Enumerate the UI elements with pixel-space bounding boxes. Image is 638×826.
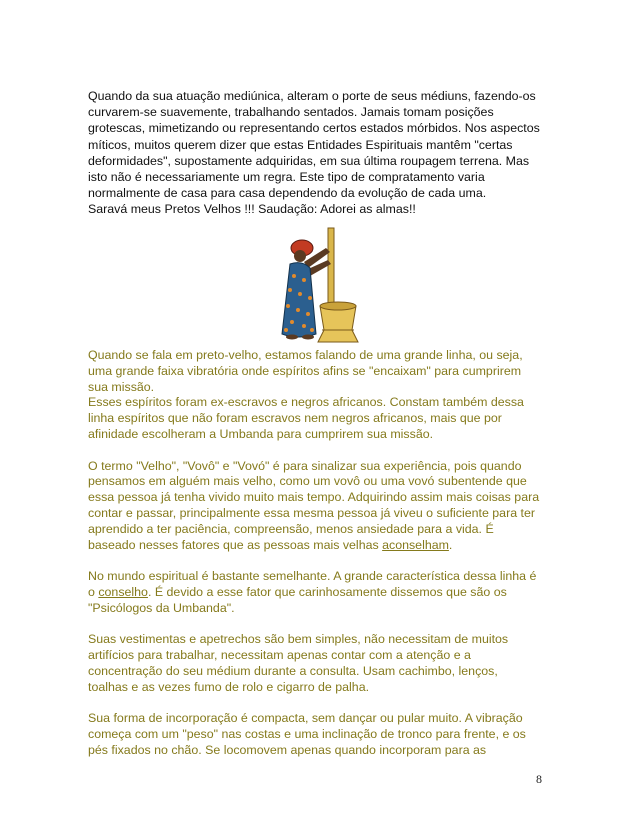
intro-line: grotescas, mimetizando ou representando certos estados mórbidos. Nos aspectos [88, 121, 540, 136]
text-line: "Psicólogos da Umbanda". [88, 600, 235, 615]
text-line: linha espíritos que não foram escravos nem negros africanos, mais que por [88, 411, 502, 426]
woman-pounding-mortar-icon [268, 226, 378, 348]
text-line: concentração do seu médium durante a consulta. Usam cachimbo, lenços, [88, 663, 498, 678]
text-fragment: . [448, 537, 453, 552]
text-line: começa com um "peso" nas costas e uma inclinação de tronco para frente, e os [88, 727, 526, 742]
aconselham-link[interactable]: aconselham [382, 537, 449, 552]
text-line: No mundo espiritual é bastante semelhante. A grande característica dessa linha é [88, 569, 537, 584]
intro-line: míticos, muitos querem dizer que estas Entidades Espirituais mantêm "certas [88, 137, 513, 152]
paragraph-vestimentas [88, 632, 558, 695]
text-line: contar e passar, principalmente essa mesma pessoa já viveu o suficiente para ter [88, 505, 535, 520]
intro-line: curvarem-se suavemente, trabalhando sentados. Jamais tomam posições [88, 105, 494, 120]
conselho-link[interactable]: conselho [98, 584, 148, 599]
text-line: Suas vestimentas e apetrechos são bem simples, não necessitam de muitos [88, 632, 509, 647]
text-line: O termo "Velho", "Vovô" e "Vovó" é para sinalizar sua experiência, pois quando [88, 458, 522, 473]
text-line: toalhas e as vezes fumo de rolo e cigarro de palha. [88, 679, 370, 694]
text-line: afinidade escolheram a Umbanda para cumprirem sua missão. [88, 426, 434, 441]
paragraph-incorporacao [88, 711, 558, 758]
intro-line: deformidades", supostamente adquiridas, em sua última roupagem terrena. Mas [88, 153, 530, 168]
text-line [88, 538, 558, 554]
intro-paragraph [88, 88, 558, 218]
text-line: artifícios para trabalhar, necessitam apenas contar com a atenção e a [88, 648, 471, 663]
paragraph-termo-velho [88, 459, 558, 554]
text-fragment: . É devido a esse fator que carinhosamente dissemos que são os [147, 584, 507, 599]
text-line: uma grande faixa vibratória onde espíritos afins se "encaixam" para cumprirem [88, 363, 522, 378]
text-fragment: o [88, 584, 99, 599]
text-fragment: baseado nesses fatores que as pessoas mais velhas [88, 537, 383, 552]
page-number: 8 [536, 772, 542, 786]
text-line: Sua forma de incorporação é compacta, sem dançar ou pular muito. A vibração [88, 711, 523, 726]
text-line [88, 585, 558, 601]
intro-line: Quando da sua atuação mediúnica, alteram o porte de seus médiuns, fazendo-os [88, 89, 536, 103]
text-line: Esses espíritos foram ex-escravos e negros africanos. Constam também dessa [88, 395, 524, 410]
text-line: aprendido a ter paciência, compreensão, menos ansiedade para a vida. É [88, 521, 494, 536]
intro-line: normalmente de casa para casa dependendo da evolução de cada uma. [88, 186, 487, 201]
paragraph-preto-velho [88, 348, 558, 443]
text-line: pés fixados no chão. Se locomovem apenas quando incorporam para as [88, 742, 487, 757]
text-line: sua missão. [88, 379, 155, 394]
text-line: pensamos em alguém mais velho, como um vovô ou uma vovó subentende que [88, 474, 527, 489]
body-text [88, 348, 558, 775]
text-line: Quando se fala em preto-velho, estamos falando de uma grande linha, ou seja, [88, 348, 523, 362]
intro-line: isto não é necessariamente um regra. Este tipo de compratamento varia [88, 170, 485, 185]
paragraph-mundo-espiritual [88, 569, 558, 616]
intro-line: Saravá meus Pretos Velhos !!! Saudação: Adorei as almas!! [88, 202, 416, 217]
text-line: essa pessoa já tenha vivido muito mais tempo. Adquirindo assim mais coisas para [88, 490, 540, 505]
